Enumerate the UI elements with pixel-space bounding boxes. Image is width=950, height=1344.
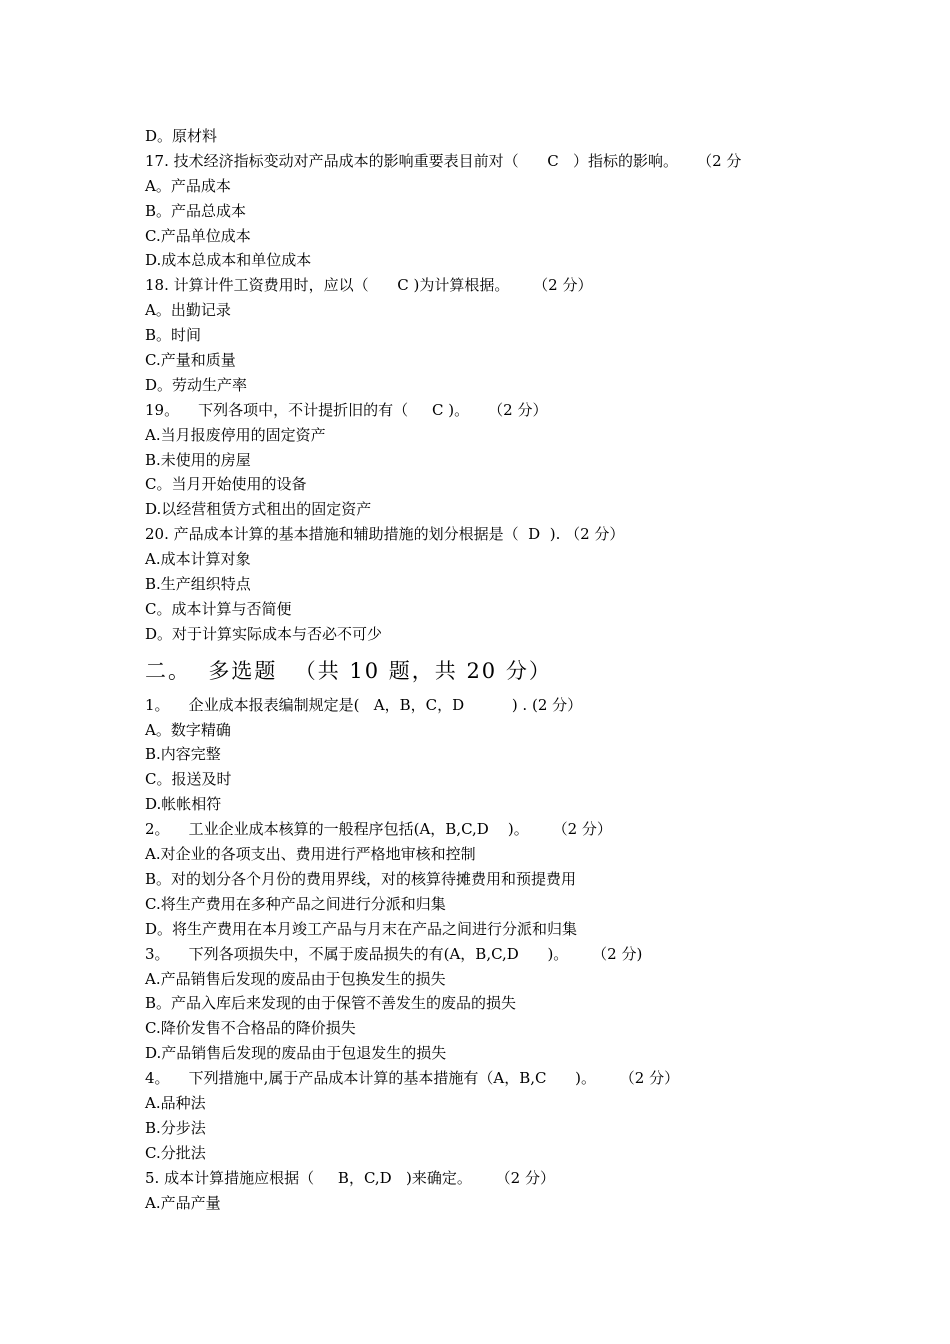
text-line: 19。 下列各项中，不计提折旧的有（ C )。 （2 分） — [145, 400, 548, 419]
text-line: B.分步法 — [145, 1118, 206, 1137]
text-line: 1。 企业成本报表编制规定是( A，B，C，D ) . (2 分） — [145, 695, 583, 714]
text-line: D.帐帐相符 — [145, 795, 222, 814]
text-line: C。成本计算与否简便 — [145, 599, 292, 618]
text-line: D。劳动生产率 — [145, 375, 248, 394]
text-line: A.成本计算对象 — [145, 550, 251, 569]
text-line: 18. 计算计件工资费用时，应以（ C )为计算根据。 （2 分） — [145, 276, 593, 295]
text-line: C.将生产费用在多种产品之间进行分派和归集 — [145, 894, 446, 913]
text-line: C.产品单位成本 — [145, 226, 251, 245]
text-line: D。原材料 — [145, 127, 218, 145]
text-line: D.成本总成本和单位成本 — [145, 251, 312, 270]
text-line: C。当月开始使用的设备 — [145, 475, 307, 494]
section-heading-multiple-choice: 二。 多选题 （共 10 题，共 20 分） — [145, 658, 552, 683]
text-line: D.产品销售后发现的废品由于包退发生的损失 — [145, 1044, 447, 1063]
text-line: B.内容完整 — [145, 745, 221, 764]
text-line: D。将生产费用在本月竣工产品与月末在产品之间进行分派和归集 — [145, 919, 578, 938]
text-line: B。时间 — [145, 326, 202, 345]
text-line: 3。 下列各项损失中，不属于废品损失的有(A，B,C,D )。 （2 分) — [145, 944, 643, 963]
text-line: A.当月报废停用的固定资产 — [145, 425, 326, 444]
text-line: A.产品产量 — [145, 1193, 221, 1212]
text-line: C。报送及时 — [145, 770, 232, 789]
question-list-part1 — [145, 124, 845, 647]
text-line: 17. 技术经济指标变动对产品成本的影响重要表目前对（ C ）指标的影响。 （2 分 — [145, 151, 742, 170]
text-line: 4。 下列措施中,属于产品成本计算的基本措施有（A，B,C )。 （2 分） — [145, 1069, 680, 1088]
text-line: 2。 工业企业成本核算的一般程序包括(A，B,C,D )。 （2 分） — [145, 820, 612, 839]
text-line: 20. 产品成本计算的基本措施和辅助措施的划分根据是（ D ). （2 分） — [145, 525, 625, 544]
text-line: C.分批法 — [145, 1143, 206, 1162]
question-list-part2 — [145, 693, 845, 1216]
text-line: A.品种法 — [145, 1093, 206, 1112]
text-line: A。数字精确 — [145, 720, 231, 739]
text-line: D。对于计算实际成本与否必不可少 — [145, 624, 383, 643]
text-line: C.降价发售不合格品的降价损失 — [145, 1019, 356, 1038]
text-line: D.以经营租赁方式租出的固定资产 — [145, 500, 372, 519]
text-line: B.生产组织特点 — [145, 575, 251, 594]
text-line: B。对的划分各个月份的费用界线，对的核算待摊费用和预提费用 — [145, 869, 577, 888]
text-line: A。产品成本 — [145, 176, 231, 195]
text-line: A.对企业的各项支出、费用进行严格地审核和控制 — [145, 845, 476, 864]
text-line: B.未使用的房屋 — [145, 450, 251, 469]
text-line: C.产量和质量 — [145, 351, 236, 370]
text-line: B。产品总成本 — [145, 201, 247, 220]
text-line: 5. 成本计算措施应根据（ B，C,D )来确定。 （2 分） — [145, 1168, 555, 1187]
text-line: A。出勤记录 — [145, 301, 231, 320]
text-line: B。产品入库后来发现的由于保管不善发生的废品的损失 — [145, 994, 517, 1013]
text-line: A.产品销售后发现的废品由于包换发生的损失 — [145, 969, 446, 988]
document-body — [145, 124, 845, 1215]
